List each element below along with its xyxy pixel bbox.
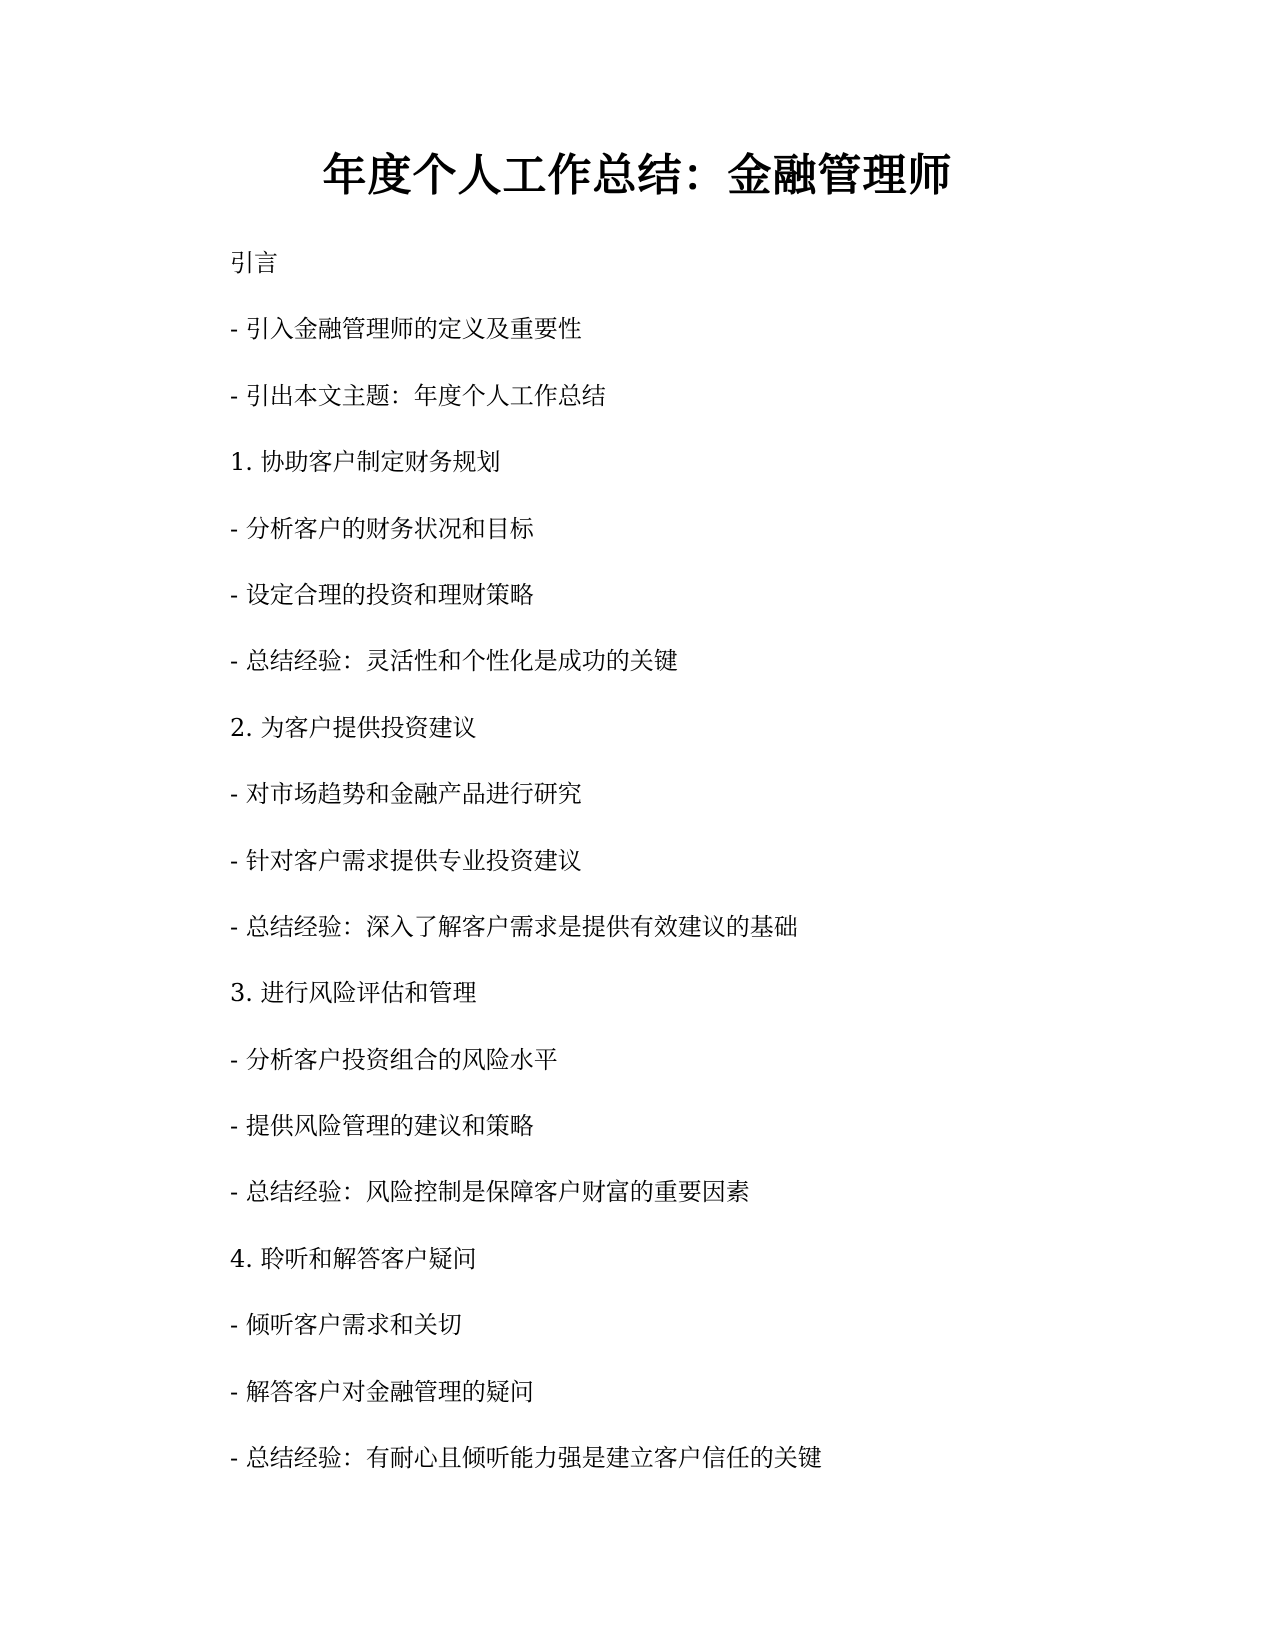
section-heading-1: 1. 协助客户制定财务规划: [230, 448, 501, 477]
section-heading-2: 2. 为客户提供投资建议: [230, 713, 477, 742]
list-item: - 分析客户投资组合的风险水平: [230, 1045, 558, 1074]
document-body: [230, 247, 1130, 1508]
list-item: - 倾听客户需求和关切: [230, 1311, 462, 1340]
list-item: - 分析客户的财务状况和目标: [230, 514, 534, 543]
section-heading-4: 4. 聆听和解答客户疑问: [230, 1244, 477, 1273]
list-item: - 总结经验：深入了解客户需求是提供有效建议的基础: [230, 912, 798, 941]
section-heading-3: 3. 进行风险评估和管理: [230, 979, 477, 1008]
list-item: - 针对客户需求提供专业投资建议: [230, 846, 582, 875]
section-heading-intro: 引言: [230, 249, 278, 277]
list-item: - 设定合理的投资和理财策略: [230, 580, 534, 609]
list-item: - 总结经验：灵活性和个性化是成功的关键: [230, 647, 678, 676]
list-item: - 提供风险管理的建议和策略: [230, 1112, 534, 1141]
list-item: - 总结经验：有耐心且倾听能力强是建立客户信任的关键: [230, 1444, 822, 1473]
list-item: - 解答客户对金融管理的疑问: [230, 1377, 534, 1406]
list-item: - 对市场趋势和金融产品进行研究: [230, 780, 582, 809]
list-item: - 引出本文主题：年度个人工作总结: [230, 381, 606, 410]
document-title: 年度个人工作总结：金融管理师: [322, 150, 953, 201]
list-item: - 引入金融管理师的定义及重要性: [230, 315, 582, 344]
list-item: - 总结经验：风险控制是保障客户财富的重要因素: [230, 1178, 750, 1207]
